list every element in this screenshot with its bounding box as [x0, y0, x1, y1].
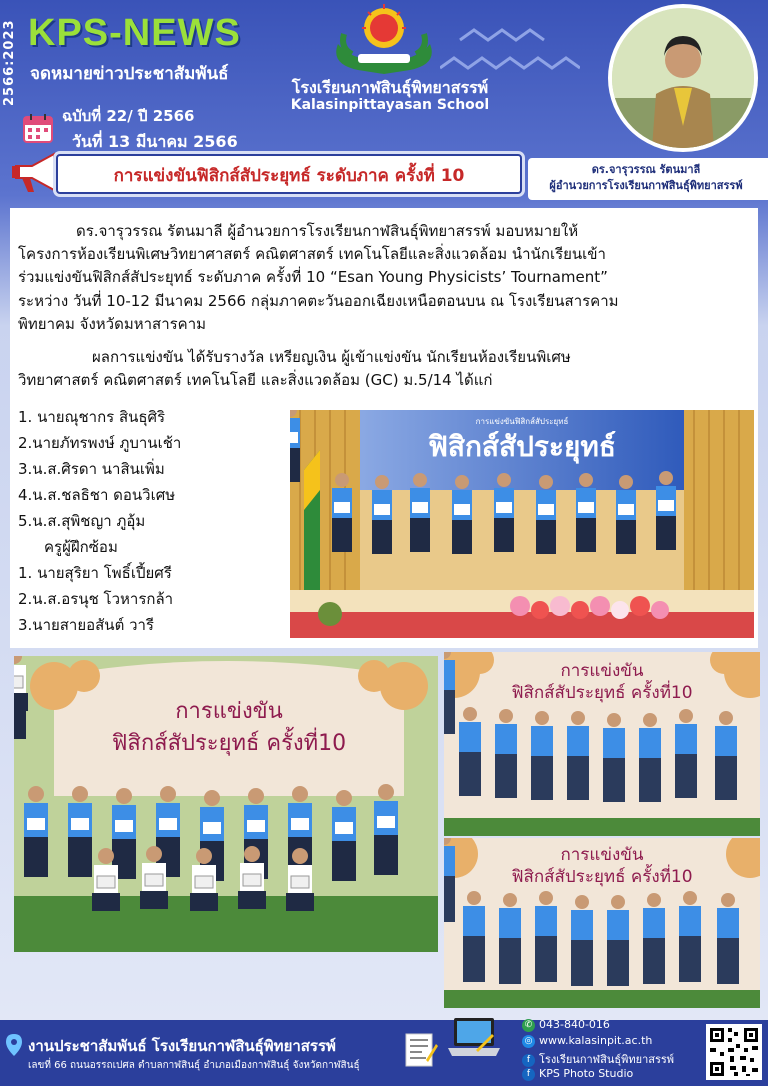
qr-code — [706, 1024, 762, 1080]
website-text: www.kalasinpit.ac.th — [539, 1034, 653, 1047]
stage-group-photo — [290, 410, 754, 638]
brand-title: KPS-NEWS — [28, 12, 241, 54]
sign-line2: ฟิสิกส์สัประยุทธ์ ครั้งที่10 — [511, 683, 693, 703]
phone-text: 043-840-016 — [539, 1018, 610, 1031]
coach-item: 3.นายสายอสันต์ วารี — [18, 616, 154, 634]
brand-subtitle: จดหมายข่าวประชาสัมพันธ์ — [30, 64, 229, 84]
footer-address: เลขที่ 66 ถนนอรรถเปศล ตำบลกาฬสินธุ์ อำเภอเมืองกาฬสินธุ์ จังหวัดกาฬสินธุ์ — [28, 1060, 360, 1071]
para2-line2: วิทยาศาสตร์ คณิตศาสตร์ เทคโนโลยี และสิ่งแวดล้อม (GC) ม.5/14 ได้แก่ — [18, 371, 493, 389]
stage-banner-small: การแข่งขันฟิสิกส์สัประยุทธ์ — [475, 417, 569, 426]
issue-date: วันที่ 13 มีนาคม 2566 — [72, 132, 238, 151]
facebook-text-1: โรงเรียนกาฬสินธุ์พิทยาสรรพ์ — [539, 1053, 675, 1066]
student-item: 2.นายภัทรพงษ์ ภูบานเช้า — [18, 434, 182, 452]
coach-item: 1. นายสุริยา โพธิ์เปี้ยศรี — [18, 564, 172, 582]
contact-facebook-2[interactable] — [522, 1067, 633, 1081]
stage-banner-title: ฟิสิกส์สัประยุทธ์ — [428, 430, 616, 463]
sign-line1: การแข่งขัน — [560, 845, 644, 865]
zigzag-decoration — [440, 18, 580, 78]
para1-line1: ดร.จารุวรรณ รัตนมาลี ผู้อำนวยการโรงเรียนกาฬสินธุ์พิทยาสรรพ์ มอบหมายให้ — [76, 222, 579, 240]
participant-list — [18, 404, 288, 638]
location-pin-icon — [6, 1034, 22, 1056]
contact-website[interactable] — [522, 1034, 652, 1048]
globe-icon: ◎ — [522, 1035, 535, 1048]
sign-line1: การแข่งขัน — [560, 661, 644, 681]
school-name-english: Kalasinpittayasan School — [290, 97, 490, 113]
sign-line1: การแข่งขัน — [175, 699, 283, 724]
student-item: 4.น.ส.ชลธิชา ดอนวิเศษ — [18, 486, 176, 504]
coach-heading: ครูผู้ฝึกซ้อม — [44, 538, 118, 556]
student-item: 3.น.ส.ศิรดา นาสินเพิ่ม — [18, 460, 165, 478]
para1-line3: ร่วมแข่งขันฟิสิกส์สัประยุทธ์ ระดับภาค ครั้งที่ 10 “Esan Young Physicists’ Tournament” — [18, 268, 608, 286]
sign-group-photo-1 — [444, 652, 760, 836]
contact-phone — [522, 1018, 610, 1032]
facebook-icon: f — [522, 1054, 535, 1067]
school-name-thai: โรงเรียนกาฬสินธุ์พิทยาสรรพ์ — [291, 78, 489, 97]
director-name: ดร.จารุวรรณ รัตนมาลี — [591, 163, 701, 176]
calendar-icon — [22, 112, 54, 144]
headline-title: การแข่งขันฟิสิกส์สัประยุทธ์ ระดับภาค ครั้งที่ 10 — [113, 166, 465, 186]
sign-group-photo-2 — [444, 838, 760, 1008]
coach-item: 2.น.ส.อรนุช โวหารกล้า — [18, 590, 174, 608]
laptop-icon — [446, 1014, 502, 1062]
newspaper-icon — [402, 1030, 438, 1070]
student-item: 1. นายณุชากร สินธุศิริ — [18, 408, 166, 426]
student-item: 5.น.ส.สุพิชญา ภูอุ้ม — [18, 512, 146, 530]
facebook-icon: f — [522, 1068, 535, 1081]
contact-facebook-1[interactable] — [522, 1050, 674, 1068]
para2-line1: ผลการแข่งขัน ได้รับรางวัล เหรียญเงิน ผู้เข้าแข่งขัน นักเรียนห้องเรียนพิเศษ — [92, 348, 571, 366]
issue-number: ฉบับที่ 22/ ปี 2566 — [62, 107, 195, 125]
para1-line2: โครงการห้องเรียนพิเศษวิทยาศาสตร์ คณิตศาสตร์ เทคโนโลยีและสิ่งแวดล้อม นำนักเรียนเข้า — [18, 245, 606, 263]
facebook-text-2: KPS Photo Studio — [539, 1067, 634, 1080]
phone-icon: ✆ — [522, 1019, 535, 1032]
footer-title: งานประชาสัมพันธ์ โรงเรียนกาฬสินธุ์พิทยาสรรพ์ — [28, 1037, 336, 1055]
sign-line2: ฟิสิกส์สัประยุทธ์ ครั้งที่10 — [511, 867, 693, 887]
para1-line5: พิทยาคม จังหวัดมหาสารคาม — [18, 315, 207, 333]
para1-line4: ระหว่าง วันที่ 10-12 มีนาคม 2566 กลุ่มภาคตะวันออกเฉียงเหนือตอนบน ณ โรงเรียนสารคาม — [18, 292, 619, 310]
outdoor-group-photo — [14, 656, 438, 952]
year-label: 2566:2023 — [2, 19, 17, 107]
sign-line2: ฟิสิกส์สัประยุทธ์ ครั้งที่10 — [111, 731, 347, 756]
school-logo-icon — [328, 4, 440, 76]
director-portrait — [608, 4, 758, 152]
director-role: ผู้อำนวยการโรงเรียนกาฬสินธุ์พิทยาสรรพ์ — [549, 179, 743, 192]
